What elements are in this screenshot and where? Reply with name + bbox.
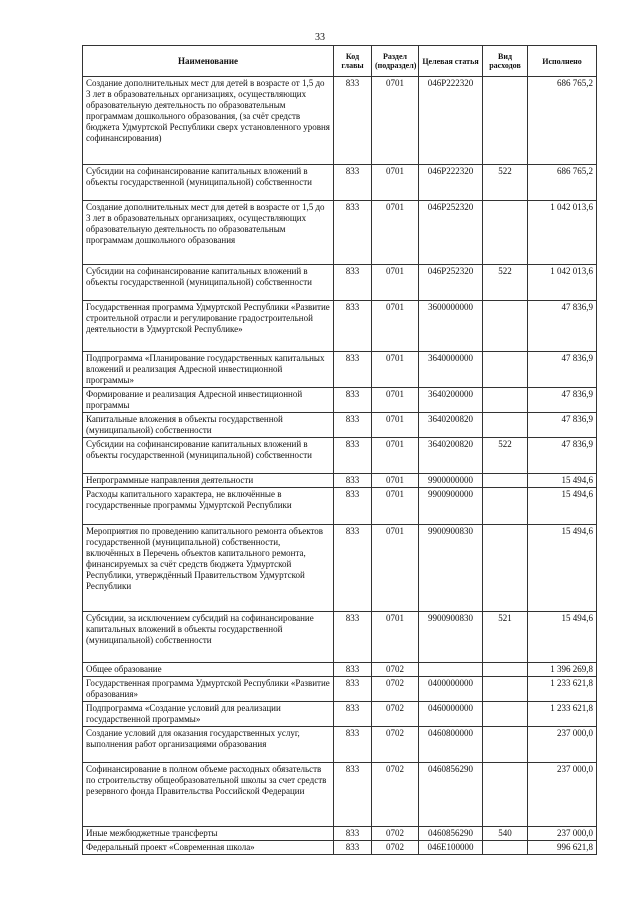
row-target-cell: 0460800000 — [419, 727, 483, 763]
row-target-cell: 0460856290 — [419, 763, 483, 827]
row-target-cell: 0460000000 — [419, 702, 483, 727]
row-amount-cell: 47 836,9 — [528, 413, 597, 438]
row-amount-cell: 47 836,9 — [528, 301, 597, 352]
row-chapter-cell: 833 — [334, 77, 372, 165]
row-target-cell: 046Р252320 — [419, 265, 483, 301]
row-expense-type-cell — [483, 727, 528, 763]
row-chapter-cell: 833 — [334, 265, 372, 301]
row-name-cell: Федеральный проект «Современная школа» — [83, 841, 334, 855]
row-expense-type-cell — [483, 352, 528, 388]
row-section-cell: 0701 — [372, 525, 419, 612]
table-row — [83, 201, 597, 265]
row-expense-type-cell: 522 — [483, 265, 528, 301]
row-name-cell: Софинансирование в полном объеме расходных обязательств по строительству общеобразовательной школы за счет средств резервного фонда Правительства Российской Федерации — [83, 763, 334, 827]
header-expense-type: Вид расходов — [483, 46, 528, 77]
page-number: 33 — [315, 32, 325, 43]
row-name-cell: Расходы капитального характера, не включённые в государственные программы Удмуртской Республики — [83, 488, 334, 525]
row-chapter-cell: 833 — [334, 413, 372, 438]
row-section-cell: 0702 — [372, 663, 419, 677]
row-expense-type-cell: 540 — [483, 827, 528, 841]
table-row — [83, 388, 597, 413]
row-target-cell — [419, 663, 483, 677]
row-section-cell: 0701 — [372, 388, 419, 413]
row-expense-type-cell — [483, 413, 528, 438]
row-expense-type-cell: 521 — [483, 612, 528, 663]
row-section-cell: 0702 — [372, 763, 419, 827]
row-target-cell: 0400000000 — [419, 677, 483, 702]
row-expense-type-cell — [483, 388, 528, 413]
row-section-cell: 0701 — [372, 352, 419, 388]
row-chapter-cell: 833 — [334, 301, 372, 352]
table-row — [83, 488, 597, 525]
row-chapter-cell: 833 — [334, 352, 372, 388]
row-target-cell: 9900900830 — [419, 612, 483, 663]
row-target-cell: 9900900000 — [419, 488, 483, 525]
row-section-cell: 0701 — [372, 438, 419, 474]
row-target-cell: 046Р252320 — [419, 201, 483, 265]
header-name: Наименование — [83, 46, 334, 77]
row-amount-cell: 15 494,6 — [528, 612, 597, 663]
budget-execution-table — [82, 45, 597, 855]
row-expense-type-cell — [483, 474, 528, 488]
row-name-cell: Капитальные вложения в объекты государственной (муниципальной) собственности — [83, 413, 334, 438]
row-expense-type-cell — [483, 763, 528, 827]
row-section-cell: 0701 — [372, 165, 419, 201]
row-amount-cell: 15 494,6 — [528, 525, 597, 612]
header-chapter-code: Код главы — [334, 46, 372, 77]
table-row — [83, 841, 597, 855]
header-section: Раздел (подраздел) — [372, 46, 419, 77]
row-section-cell: 0702 — [372, 841, 419, 855]
row-target-cell: 3640200820 — [419, 413, 483, 438]
row-section-cell: 0701 — [372, 488, 419, 525]
row-chapter-cell: 833 — [334, 841, 372, 855]
row-chapter-cell: 833 — [334, 488, 372, 525]
row-section-cell: 0702 — [372, 827, 419, 841]
table-header-row — [83, 46, 597, 77]
row-section-cell: 0701 — [372, 474, 419, 488]
row-expense-type-cell — [483, 301, 528, 352]
row-section-cell: 0701 — [372, 265, 419, 301]
row-expense-type-cell — [483, 488, 528, 525]
table-row — [83, 525, 597, 612]
row-amount-cell: 47 836,9 — [528, 352, 597, 388]
row-target-cell: 046Р222320 — [419, 165, 483, 201]
row-expense-type-cell — [483, 702, 528, 727]
row-name-cell: Мероприятия по проведению капитального ремонта объектов государственной (муниципальной) собственности, включённых в Перечень объектов капитального ремонта, финансируемых за счёт средств бюджета Удмуртской Республики, утверждённый Правительством Удмуртской Республики — [83, 525, 334, 612]
row-amount-cell: 1 396 269,8 — [528, 663, 597, 677]
header-target-article: Целевая статья — [419, 46, 483, 77]
table-row — [83, 727, 597, 763]
row-chapter-cell: 833 — [334, 727, 372, 763]
row-chapter-cell: 833 — [334, 474, 372, 488]
row-target-cell: 046Е100000 — [419, 841, 483, 855]
row-amount-cell: 15 494,6 — [528, 474, 597, 488]
row-section-cell: 0702 — [372, 727, 419, 763]
row-target-cell: 3640200820 — [419, 438, 483, 474]
row-chapter-cell: 833 — [334, 663, 372, 677]
row-expense-type-cell: 522 — [483, 165, 528, 201]
table-row — [83, 474, 597, 488]
row-amount-cell: 1 042 013,6 — [528, 265, 597, 301]
table-row — [83, 702, 597, 727]
table-row — [83, 77, 597, 165]
row-section-cell: 0702 — [372, 702, 419, 727]
row-chapter-cell: 833 — [334, 525, 372, 612]
row-target-cell: 9900000000 — [419, 474, 483, 488]
table-row — [83, 165, 597, 201]
table-row — [83, 413, 597, 438]
row-expense-type-cell — [483, 663, 528, 677]
row-name-cell: Субсидии на софинансирование капитальных вложений в объекты государственной (муниципальной) собственности — [83, 438, 334, 474]
table-row — [83, 301, 597, 352]
row-chapter-cell: 833 — [334, 827, 372, 841]
row-name-cell: Создание дополнительных мест для детей в возрасте от 1,5 до 3 лет в образовательных организациях, осуществляющих образовательную деятельность по образовательным программам дошкольного образования — [83, 201, 334, 265]
row-name-cell: Непрограммные направления деятельности — [83, 474, 334, 488]
row-amount-cell: 237 000,0 — [528, 827, 597, 841]
row-amount-cell: 47 836,9 — [528, 388, 597, 413]
row-name-cell: Иные межбюджетные трансферты — [83, 827, 334, 841]
row-target-cell: 046Р222320 — [419, 77, 483, 165]
row-expense-type-cell — [483, 77, 528, 165]
row-chapter-cell: 833 — [334, 702, 372, 727]
table-row — [83, 438, 597, 474]
row-amount-cell: 15 494,6 — [528, 488, 597, 525]
row-section-cell: 0701 — [372, 612, 419, 663]
row-amount-cell: 686 765,2 — [528, 77, 597, 165]
row-chapter-cell: 833 — [334, 438, 372, 474]
table-row — [83, 663, 597, 677]
row-name-cell: Субсидии на софинансирование капитальных вложений в объекты государственной (муниципальной) собственности — [83, 165, 334, 201]
table-row — [83, 677, 597, 702]
row-name-cell: Подпрограмма «Планирование государственных капитальных вложений и реализация Адресной инвестиционной программы» — [83, 352, 334, 388]
header-executed: Исполнено — [528, 46, 597, 77]
row-target-cell: 3640000000 — [419, 352, 483, 388]
row-amount-cell: 237 000,0 — [528, 763, 597, 827]
row-name-cell: Подпрограмма «Создание условий для реализации государственной программы» — [83, 702, 334, 727]
row-amount-cell: 1 233 621,8 — [528, 702, 597, 727]
table-row — [83, 352, 597, 388]
row-target-cell: 9900900830 — [419, 525, 483, 612]
row-chapter-cell: 833 — [334, 612, 372, 663]
row-section-cell: 0701 — [372, 301, 419, 352]
row-chapter-cell: 833 — [334, 388, 372, 413]
row-chapter-cell: 833 — [334, 165, 372, 201]
table-row — [83, 612, 597, 663]
row-target-cell: 3640200000 — [419, 388, 483, 413]
row-name-cell: Общее образование — [83, 663, 334, 677]
table-row — [83, 265, 597, 301]
row-section-cell: 0701 — [372, 413, 419, 438]
row-section-cell: 0701 — [372, 201, 419, 265]
row-amount-cell: 1 042 013,6 — [528, 201, 597, 265]
row-target-cell: 0460856290 — [419, 827, 483, 841]
row-amount-cell: 237 000,0 — [528, 727, 597, 763]
row-name-cell: Государственная программа Удмуртской Республики «Развитие образования» — [83, 677, 334, 702]
row-name-cell: Формирование и реализация Адресной инвестиционной программы — [83, 388, 334, 413]
row-target-cell: 3600000000 — [419, 301, 483, 352]
row-section-cell: 0702 — [372, 677, 419, 702]
row-expense-type-cell — [483, 841, 528, 855]
row-name-cell: Создание условий для оказания государственных услуг, выполнения работ организациями образования — [83, 727, 334, 763]
row-name-cell: Государственная программа Удмуртской Республики «Развитие строительной отрасли и регулирование градостроительной деятельности в Удмуртской Республике» — [83, 301, 334, 352]
row-amount-cell: 1 233 621,8 — [528, 677, 597, 702]
row-chapter-cell: 833 — [334, 201, 372, 265]
row-section-cell: 0701 — [372, 77, 419, 165]
row-expense-type-cell — [483, 677, 528, 702]
row-amount-cell: 47 836,9 — [528, 438, 597, 474]
table-row — [83, 827, 597, 841]
row-chapter-cell: 833 — [334, 763, 372, 827]
row-name-cell: Субсидии на софинансирование капитальных вложений в объекты государственной (муниципальной) собственности — [83, 265, 334, 301]
row-expense-type-cell: 522 — [483, 438, 528, 474]
table-row — [83, 763, 597, 827]
row-chapter-cell: 833 — [334, 677, 372, 702]
row-expense-type-cell — [483, 201, 528, 265]
row-expense-type-cell — [483, 525, 528, 612]
row-name-cell: Субсидии, за исключением субсидий на софинансирование капитальных вложений в объекты государственной (муниципальной) собственности — [83, 612, 334, 663]
row-amount-cell: 996 621,8 — [528, 841, 597, 855]
row-amount-cell: 686 765,2 — [528, 165, 597, 201]
row-name-cell: Создание дополнительных мест для детей в возрасте от 1,5 до 3 лет в образовательных организациях, осуществляющих образовательную деятельность по образовательным программам дошкольного образования, (за счёт средств бюджета Удмуртской Республики сверх установленного уровня софинансирования) — [83, 77, 334, 165]
